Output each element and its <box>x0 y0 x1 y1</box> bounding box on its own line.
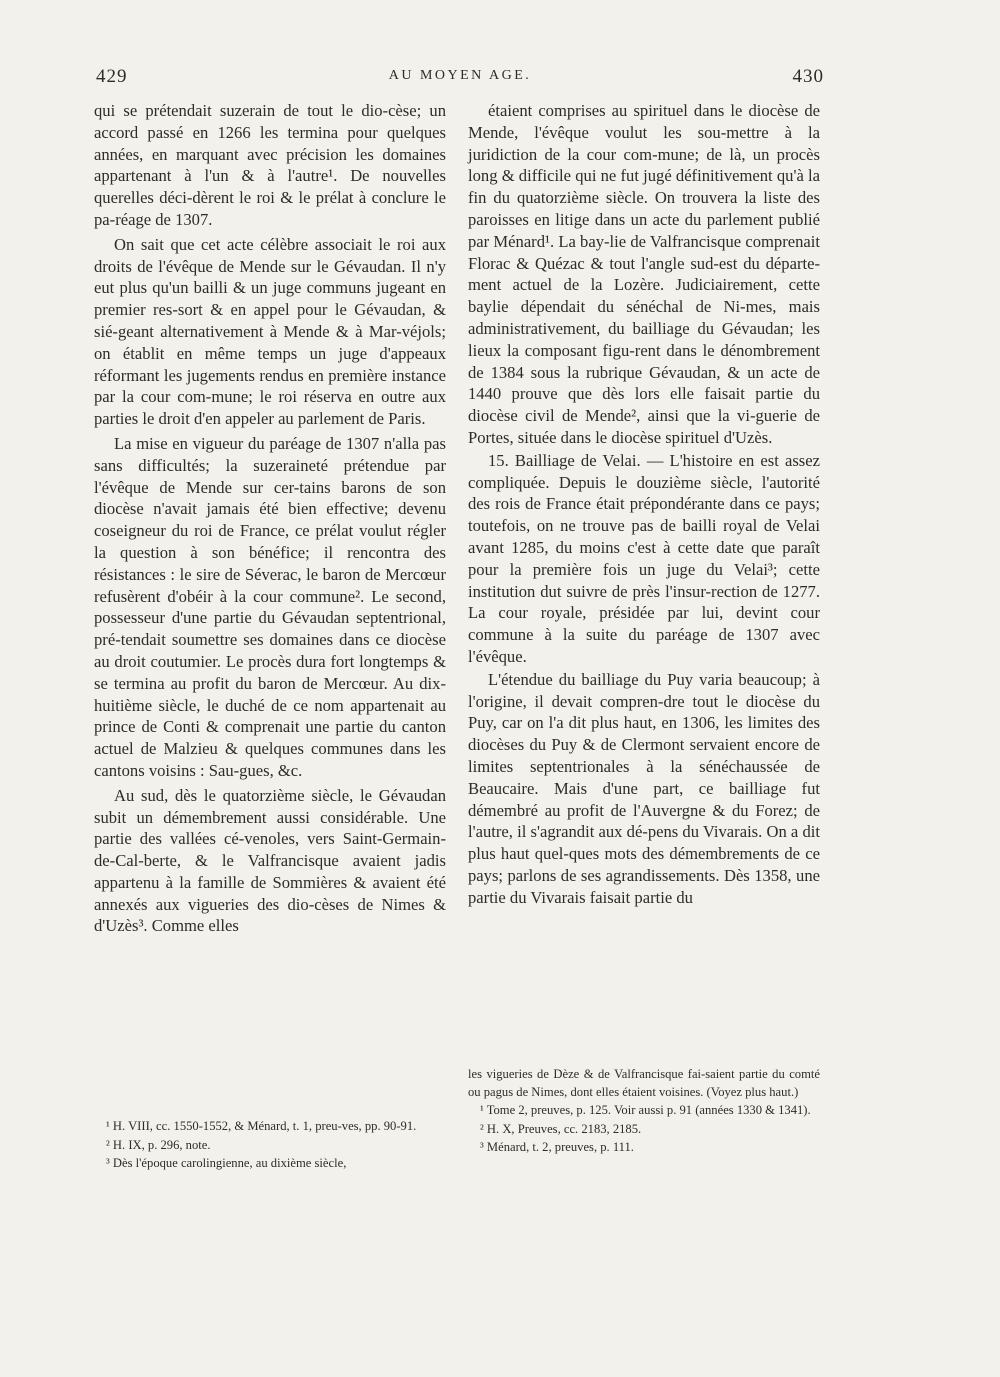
left-paragraph-2: On sait que cet acte célèbre associait le roi aux droits de l'évêque de Mende sur le Gévaudan. Il n'y eut plus qu'un bailli & un juge communs jugeant en premier res-sort & en appel pour le Gévaudan, & sié-geant alternativement à Mende & à Mar-véjols; on établit en même temps un juge d'appeaux réformant les jugements rendus en première instance par la cour com-mune; le roi réserva en outre aux parties le droit d'en appeler au parlement de Paris. <box>94 234 446 429</box>
left-page-number: 429 <box>96 66 128 87</box>
left-paragraph-3: La mise en vigueur du paréage de 1307 n'alla pas sans difficultés; la suzeraineté prétendue par l'évêque de Mende sur cer-tains barons de son diocèse n'avait jamais été bien effective; devenu coseigneur du roi de France, ce prélat voulut régler la question à son bénéfice; il rencontra des résistances : le sire de Séverac, le baron de Mercœur refusèrent d'obéir à la cour commune². Le second, possesseur d'une partie du Gévaudan septentrional, pré-tendait soumettre ses domaines dans ce diocèse au droit coutumier. Le procès dura fort longtemps & se termina au profit du baron de Mercœur. Au dix-huitième siècle, le duché de ce nom appartenait au prince de Conti & comprenait une partie du canton actuel de Malzieu & quelques communes dans les cantons voisins : Sau-gues, &c. <box>94 433 446 780</box>
right-footnotes <box>468 1066 820 1158</box>
right-column <box>468 100 820 909</box>
right-footnote-2: ² H. X, Preuves, cc. 2183, 2185. <box>480 1121 642 1136</box>
right-paragraph-1: étaient comprises au spirituel dans le diocèse de Mende, l'évêque voulut les sou-mettre à la juridiction de la cour com-mune; de là, un procès long & difficile qui ne fut jugé définitivement qu'à la fin du quatorzième siècle. On trouvera la liste des paroisses en litige dans un acte du parlement publié par Ménard¹. La bay-lie de Valfrancisque comprenait Florac & Quézac & tout l'angle sud-est du départe-ment actuel de la Lozère. Judiciairement, cette baylie dépendait du sénéchal de Ni-mes, mais administrativement, du bailliage du Gévaudan; les lieux la composant figu-rent dans le dénombrement de 1384 sous la rubrique Gévaudan, & un acte de 1440 prouve que dès lors elle faisait partie du diocèse civil de Mende², ainsi que la vi-guerie de Portes, située dans le diocèse spirituel d'Uzès. <box>468 101 820 447</box>
right-footnote-1: ¹ Tome 2, preuves, p. 125. Voir aussi p. 91 (années 1330 & 1341). <box>480 1103 811 1117</box>
left-column <box>94 100 446 940</box>
running-title: AU MOYEN AGE. <box>388 68 532 83</box>
left-footnote-3: ³ Dès l'époque carolingienne, au dixième siècle, <box>106 1156 347 1170</box>
right-paragraph-3: L'étendue du bailliage du Puy varia beaucoup; à l'origine, il devait compren-dre tout le diocèse du Puy, car on l'a dit plus haut, en 1306, les limites des diocèses du Puy & de Clermont servaient encore de limites septentrionales à la sénéchaussée de Beaucaire. Mais d'une part, ce bailliage fut démembré au profit de l'Auvergne & du Forez; de l'autre, il s'agrandit aux dé-pens du Vivarais. On a dit plus haut quel-ques mots des démembrements de ce pays; parlons de ses agrandissements. Dès 1358, une partie du Vivarais faisait partie du <box>468 669 820 907</box>
right-page-number: 430 <box>792 66 824 87</box>
left-footnote-2: ² H. IX, p. 296, note. <box>106 1137 211 1152</box>
right-paragraph-2: 15. Bailliage de Velai. — L'histoire en est assez compliquée. Depuis le douzième siècle, l'autorité des rois de France était prépondérante dans ce pays; toutefois, on ne trouve pas de bailli royal de Velai avant 1285, du moins c'est à cette date que paraît pour la première fois un juge du Velai³; cette institution dut suivre de près l'insur-rection de 1277. La cour royale, présidée par lui, devint cour commune à la suite du paréage de 1307 avec l'évêque. <box>468 450 820 666</box>
left-paragraph-4: Au sud, dès le quatorzième siècle, le Gévaudan subit un démembrement aussi considérable. Une partie des vallées cé-venoles, vers Saint-Germain-de-Cal-berte, & le Valfrancisque avaient jadis appartenu à la famille de Sommières & avaient été annexés aux vigueries des dio-cèses de Nimes & d'Uzès³. Comme elles <box>94 785 446 936</box>
right-footnote-3: ³ Ménard, t. 2, preuves, p. 111. <box>480 1140 634 1154</box>
left-footnote-1: ¹ H. VIII, cc. 1550-1552, & Ménard, t. 1, preu-ves, pp. 90-91. <box>106 1119 417 1133</box>
left-paragraph-1: qui se prétendait suzerain de tout le dio-cèse; un accord passé en 1266 les termina pour quelques années, en marquant avec précision les domaines appartenant à l'un & à l'autre¹. De nouvelles querelles déci-dèrent le roi & le prélat à conclure le pa-réage de 1307. <box>94 101 446 229</box>
page-header <box>96 66 824 92</box>
right-footnote-continuation: les vigueries de Dèze & de Valfrancisque fai-saient partie du comté ou pagus de Nimes, dont elles étaient voisines. (Voyez plus haut.) <box>468 1067 820 1099</box>
left-footnotes <box>94 1118 446 1174</box>
